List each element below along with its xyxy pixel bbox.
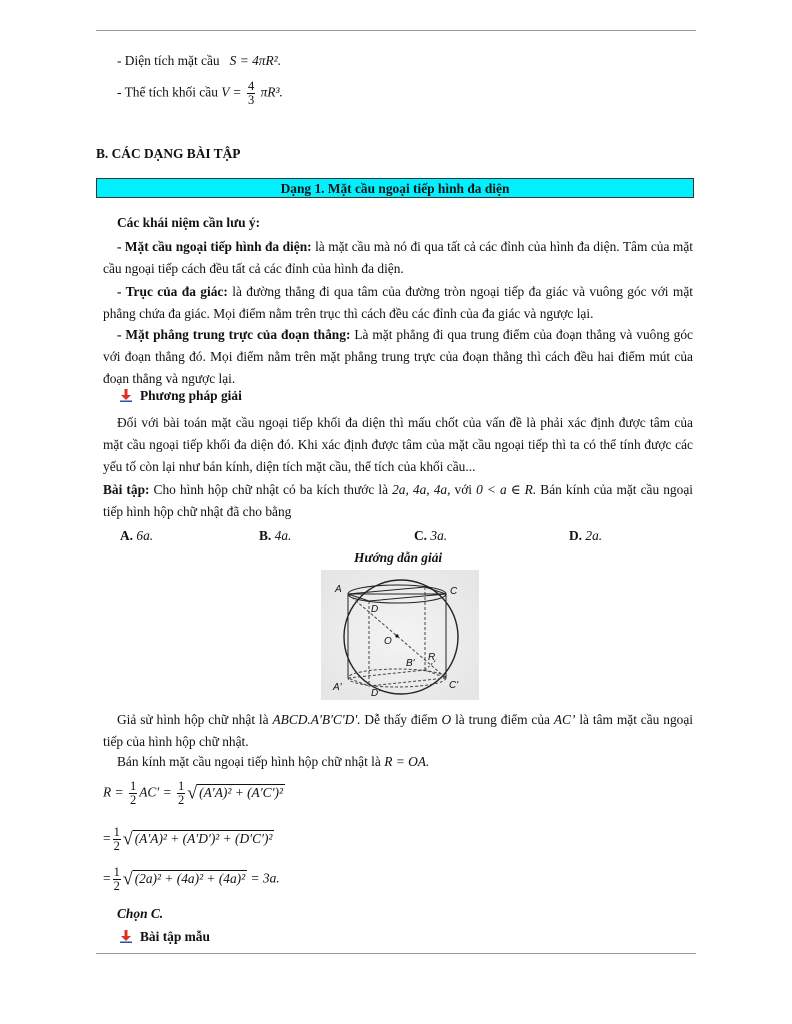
label-o: O [384,636,392,647]
label-b1: B' [406,658,415,669]
exercise-statement: Bài tập: Cho hình hộp chữ nhật có ba kích thước là 2a, 4a, 4a, với 0 < a ∈ R. Bán kính của mặt cầu ngoại tiếp hình hộp chữ nhật đã cho bằng [103,482,693,519]
top-rule [96,30,696,31]
solution-heading: Hướng dẫn giải [354,550,443,565]
sample-heading: Bài tập mẫu [120,929,210,945]
label-d1: D' [371,688,381,699]
volume-fraction: $\frac{4}{3}$ [247,79,255,107]
sphere-box-figure [321,570,479,700]
option-a: A. 6a. [120,528,154,543]
concept-circumsphere: - Mặt cầu ngoại tiếp hình đa diện: là mặt cầu mà nó đi qua tất cả các đỉnh của hình đa diện. Tâm của mặt cầu ngoại tiếp cách đều tất cả các đỉnh của hình đa diện. [103,239,693,276]
sqrt-icon: √ [122,828,133,849]
down-arrow-icon [120,930,132,943]
bottom-rule [96,953,696,954]
answer-choice: Chọn C. [117,906,164,921]
label-d: D [371,604,379,615]
concepts-heading: Các khái niệm cần lưu ý: [117,215,261,230]
option-d: D. 2a. [569,528,603,543]
area-expression: S = 4πR². [229,53,282,68]
label-c1: C' [449,680,459,691]
solution-paragraph-2: Bán kính mặt cầu ngoại tiếp hình hộp chữ nhật là R = OA. [117,754,430,769]
topic-banner: Dạng 1. Mặt cầu ngoại tiếp hình đa diện [96,178,694,198]
method-text: Đối với bài toán mặt cầu ngoại tiếp khối đa diện thì mấu chốt của vấn đề là phải xác định được tâm của mặt cầu ngoại tiếp khối đa diện đó. Khi xác định được tâm của mặt cầu ngoại tiếp thì ta có thể tính được các yếu tố còn lại như bán kính, diện tích mặt cầu, thể tích của khối cầu... [103,415,693,474]
method-heading: Phương pháp giải [120,388,242,404]
label-a1: A' [333,682,342,693]
label-r: R [428,652,436,663]
volume-formula: - Thể tích khối cầu V = $\frac{4}{3}$ πR³. [117,79,283,107]
label-a: A [335,584,342,595]
concept-bisector-plane: - Mặt phẳng trung trực của đoạn thẳng: Là mặt phẳng đi qua trung điểm của đoạn thẳng và vuông góc với đoạn thẳng đó. Mọi điểm nằm trên mặt phẳng trung trực của đoạn thẳng thì cách đều hai điểm mút của đoạn thẳng và ngược lại. [103,327,693,386]
label-c: C [450,586,458,597]
option-b: B. 4a. [259,528,292,543]
sqrt-icon: √ [187,782,198,803]
sqrt-icon: √ [122,868,133,889]
equation-3: = $\frac{1}{2}$ √ (2a)² + (4a)² + (4a)² = 3a. [103,865,280,893]
area-formula: - Diện tích mặt cầu S = 4πR². [117,53,282,68]
equation-1: R = $\frac{1}{2}$ AC′ = $\frac{1}{2}$ √ (A′A)² + (A′C′)² [103,779,283,807]
down-arrow-icon [120,389,132,402]
option-c: C. 3a. [414,528,448,543]
concept-polygon-axis: - Trục của đa giác: là đường thẳng đi qua tâm của đường tròn ngoại tiếp đa giác và vuông góc với mặt phẳng chứa đa giác. Mọi điểm nằm trên trục thì cách đều các đỉnh của đa giác và ngược lại. [103,284,693,321]
solution-paragraph-1: Giả sử hình hộp chữ nhật là ABCD.A'B'C'D'. Dễ thấy điểm O là trung điểm của AC’ là tâm mặt cầu ngoại tiếp của hình hộp chữ nhật. [103,712,693,749]
section-title: B. CÁC DẠNG BÀI TẬP [96,146,241,161]
equation-2: = $\frac{1}{2}$ √ (A′A)² + (A′D′)² + (D′C′)² [103,825,273,853]
